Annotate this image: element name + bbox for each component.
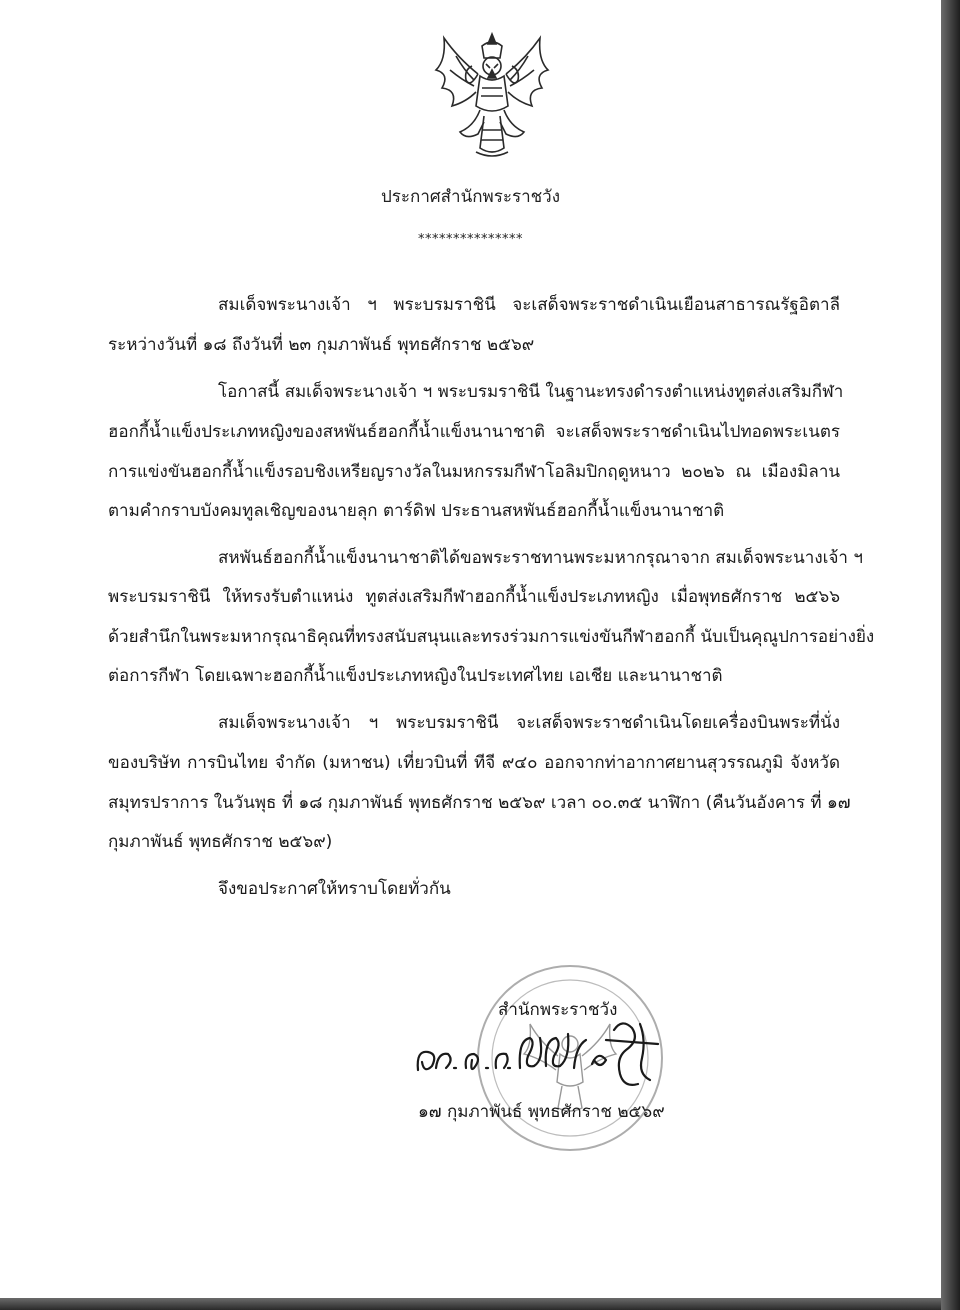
signatory-office: สำนักพระราชวัง bbox=[498, 1000, 618, 1020]
text-line: กุมภาพันธ์ พุทธศักราช ๒๕๖๙) bbox=[108, 832, 333, 852]
text-line: โอกาสนี้ สมเด็จพระนางเจ้า ฯ พระบรมราชินี ในฐานะทรงดำรงตำแหน่งทูตส่งเสริมกีฬา bbox=[218, 382, 844, 402]
heading-separator: *************** bbox=[418, 232, 523, 247]
text-line: สมเด็จพระนางเจ้า ฯ พระบรมราชินี จะเสด็จพระราชดำเนินเยือนสาธารณรัฐอิตาลี bbox=[218, 295, 840, 315]
text-line: ด้วยสำนึกในพระมหากรุณาธิคุณที่ทรงสนับสนุนและทรงร่วมการแข่งขันกีฬาฮอกกี้ นับเป็นคุณูปการอย่างยิ่ง bbox=[108, 627, 875, 647]
text-line: ต่อการกีฬา โดยเฉพาะฮอกกี้น้ำแข็งประเภทหญิงในประเทศไทย เอเชีย และนานาชาติ bbox=[108, 666, 723, 686]
signature-date: ๑๗ กุมภาพันธ์ พุทธศักราช ๒๕๖๙ bbox=[418, 1102, 665, 1122]
text-line: สมุทรปราการ ในวันพุธ ที่ ๑๘ กุมภาพันธ์ พุทธศักราช ๒๕๖๙ เวลา ๐๐.๓๕ นาฬิกา (คืนวันอังคาร ที่ ๑๗ bbox=[108, 793, 851, 813]
text-line: ฮอกกี้น้ำแข็งประเภทหญิงของสหพันธ์ฮอกกี้น้ำแข็งนานาชาติ จะเสด็จพระราชดำเนินไปทอดพระเนตร bbox=[108, 422, 840, 442]
handwritten-signature bbox=[410, 1010, 670, 1095]
text-line: ของบริษัท การบินไทย จำกัด (มหาชน) เที่ยวบินที่ ทีจี ๙๔๐ ออกจากท่าอากาศยานสุวรรณภูมิ จังหวัด bbox=[108, 753, 840, 773]
text-line: สหพันธ์ฮอกกี้น้ำแข็งนานาชาติได้ขอพระราชทานพระมหากรุณาจาก สมเด็จพระนางเจ้า ฯ bbox=[218, 548, 863, 568]
text-line: การแข่งขันฮอกกี้น้ำแข็งรอบชิงเหรียญรางวัลในมหกรรมกีฬาโอลิมปิกฤดูหนาว ๒๐๒๖ ณ เมืองมิลาน bbox=[108, 462, 840, 482]
garuda-emblem-icon bbox=[430, 30, 554, 160]
text-line: ระหว่างวันที่ ๑๘ ถึงวันที่ ๒๓ กุมภาพันธ์ พุทธศักราช ๒๕๖๙ bbox=[108, 335, 535, 355]
text-line: พระบรมราชินี ให้ทรงรับตำแหน่ง ทูตส่งเสริมกีฬาฮอกกี้น้ำแข็งประเภทหญิง เมื่อพุทธศักราช ๒๕๖๖ bbox=[108, 587, 840, 607]
text-line: ตามคำกราบบังคมทูลเชิญของนายลุก ตาร์ดิฟ ประธานสหพันธ์ฮอกกี้น้ำแข็งนานาชาติ bbox=[108, 501, 725, 521]
scan-border-bottom bbox=[0, 1298, 941, 1310]
scan-border-right bbox=[941, 0, 960, 1310]
text-line: จึงขอประกาศให้ทราบโดยทั่วกัน bbox=[218, 879, 451, 899]
text-line: สมเด็จพระนางเจ้า ฯ พระบรมราชินี จะเสด็จพระราชดำเนินโดยเครื่องบินพระที่นั่ง bbox=[218, 713, 840, 733]
announcement-heading: ประกาศสำนักพระราชวัง bbox=[380, 187, 561, 207]
